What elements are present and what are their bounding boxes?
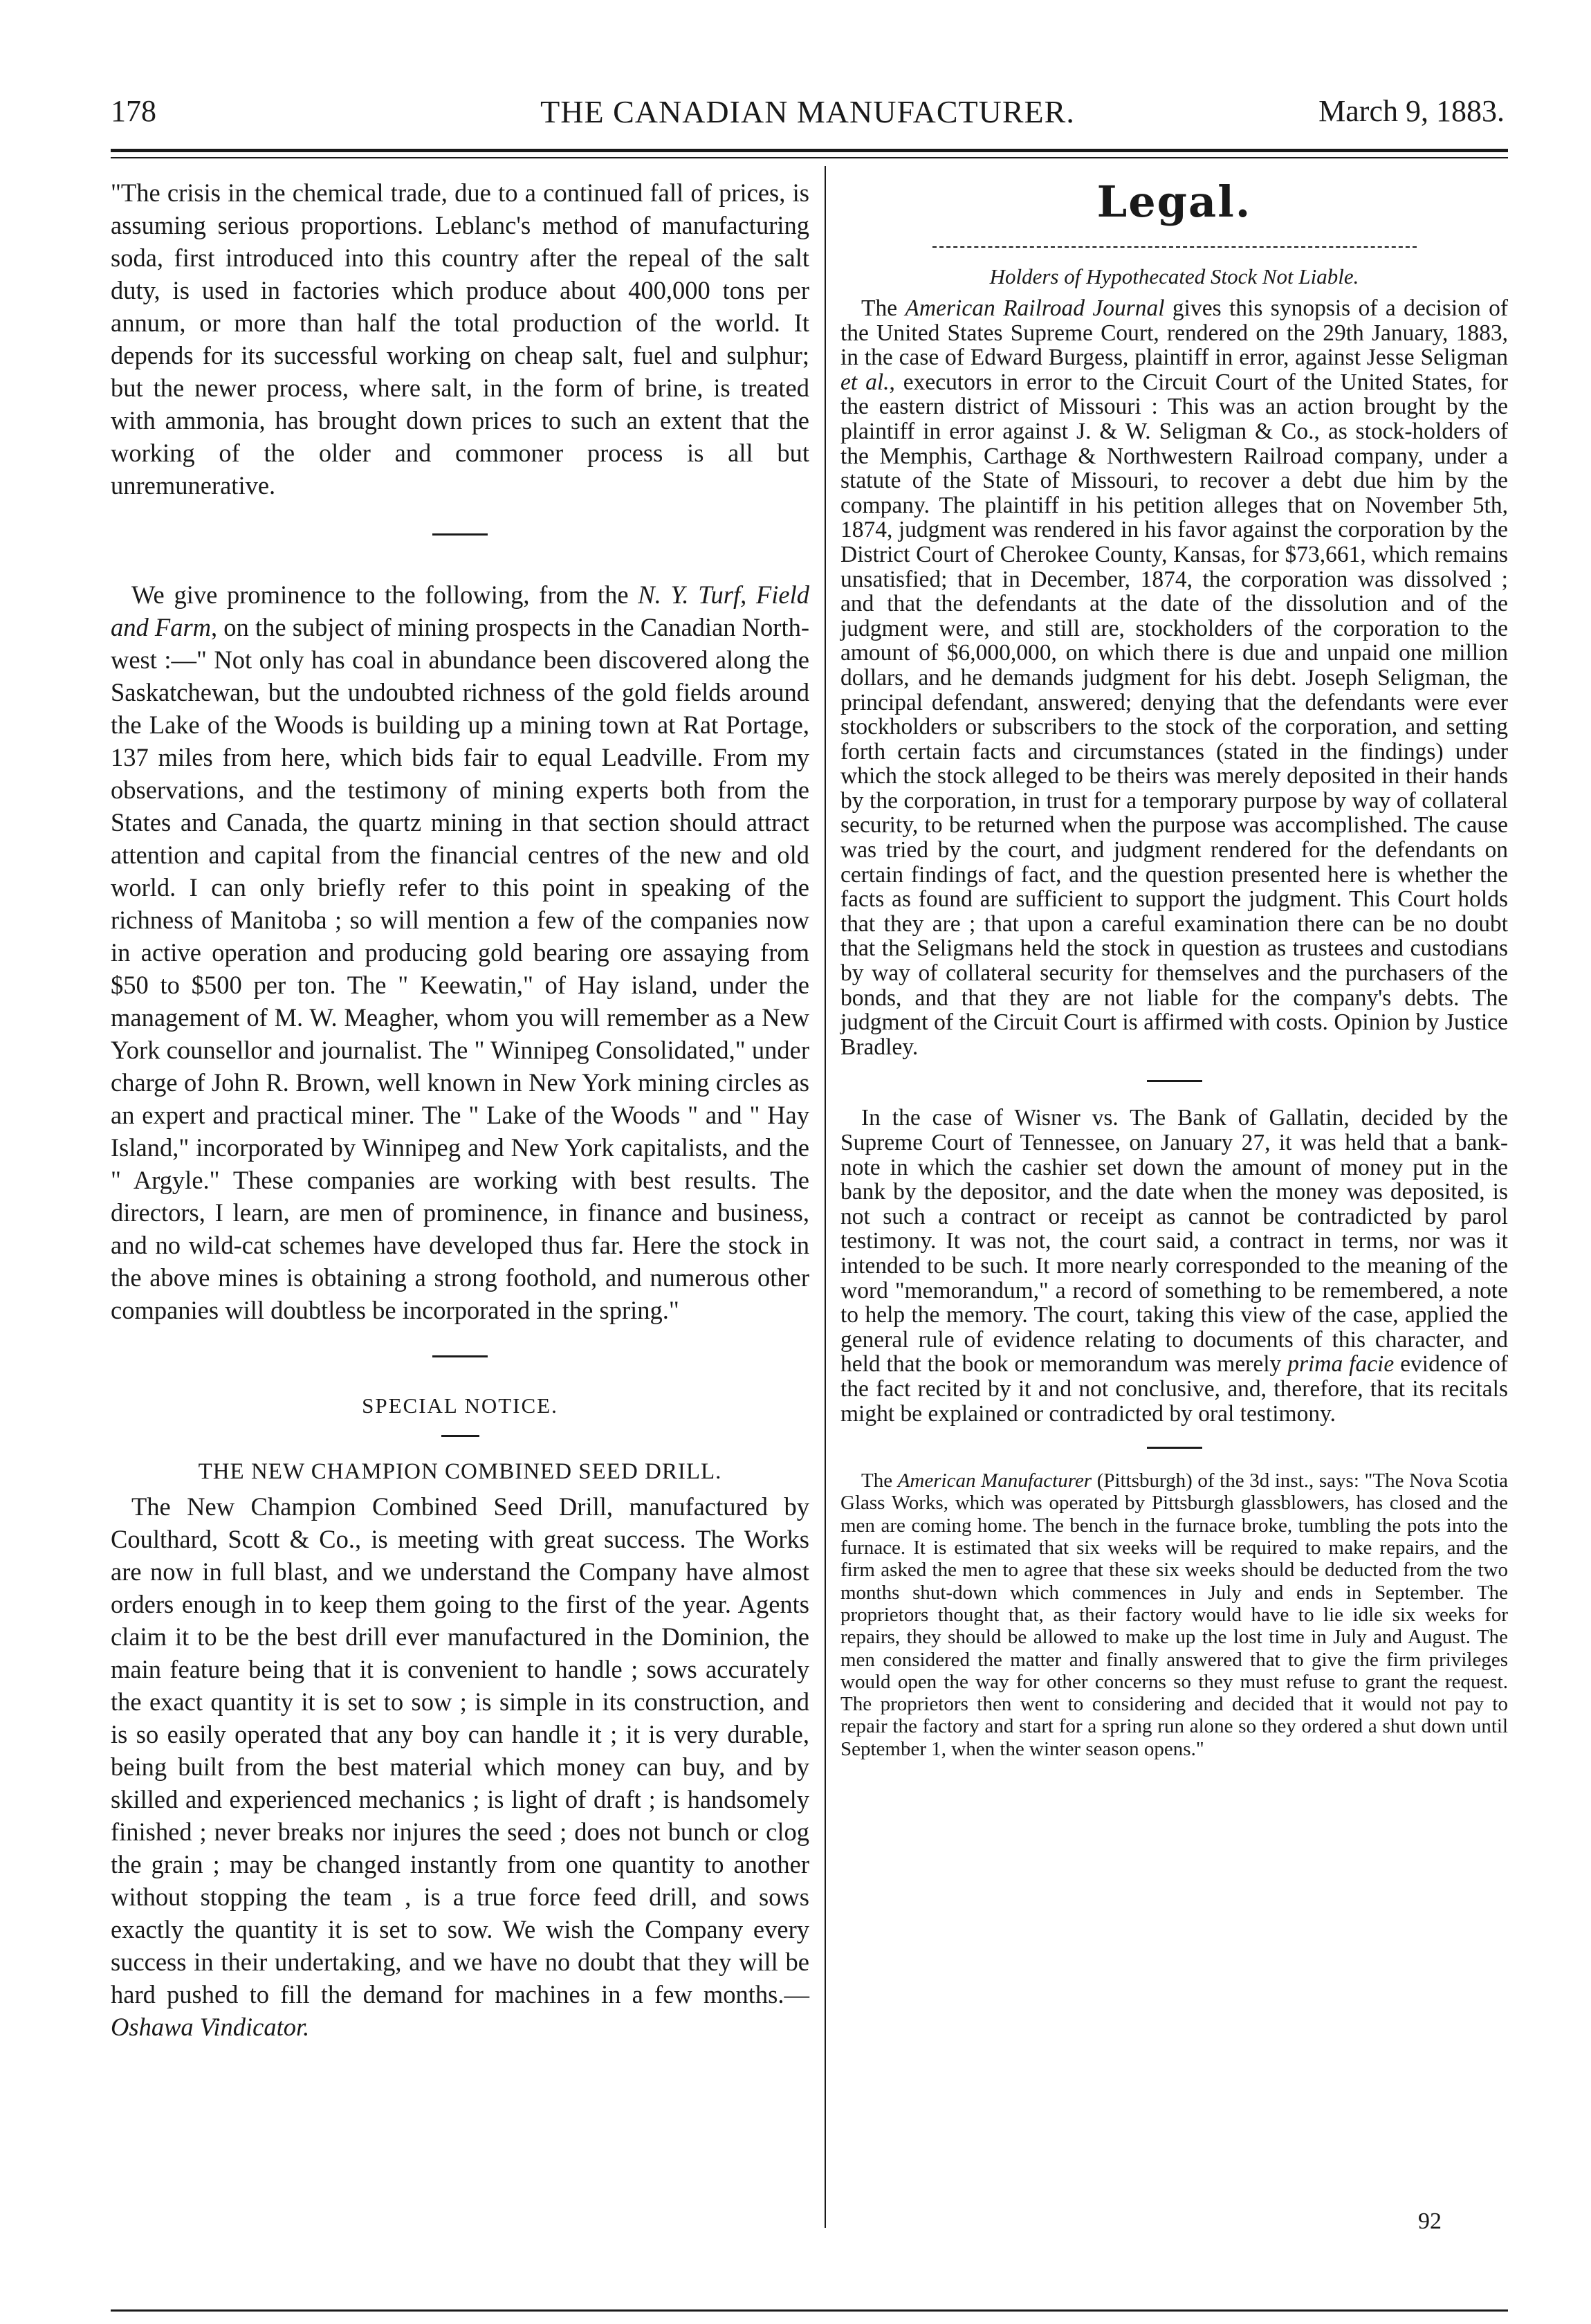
section-separator <box>1147 1080 1202 1082</box>
signature-mark: 92 <box>1418 2208 1442 2234</box>
title-rule <box>932 246 1417 248</box>
burgess-case-paragraph: The American Railroad Journal gives this synopsis of a decision of the United States Supreme Court, rendered on the 29th January, 1883, in the case of Edward Burgess, plaintiff in error, against Jesse Seligman et al., executors in error to the Circuit Court of the United States, for the eastern district of Missouri : This was an action brought by the plaintiff in error against J. & W. Seligman & Co., as stock-holders of the Memphis, Carthage & Northwestern Railroad company, under a statute of the State of Missouri, to recover a debt due him by the company. The plaintiff in his petition alleges that on November 5th, 1874, judgment was rendered in his favor against the corporation by the District Court of Cherokee County, Kansas, for $73,661, which remains unsatisfied; that in December, 1874, the corporation was dissolved ; and that the defendants at the date of the dissolution and of the judgment were, and still are, stockholders of the corporation to the amount of $6,000,000, on which there is due and unpaid one million dollars, and he demands judgment for his debt. Joseph Seligman, the principal defendant, answered; denying that the defendants were ever stockholders or subscribers to the stock of the corporation, and setting forth certain facts and circumstances (stated in the findings) under which the stock alleged to be theirs was merely deposited in their hands by the corporation, in trust for a temporary purpose by way of collateral security, to be returned when the purpose was accomplished. The cause was tried by the court, and judgment rendered for the defendants on certain findings of fact, and the question presented here is whether the facts as found are sufficient to support the judgment. This Court holds that they are ; that upon a careful examination there can be no doubt that the Seligmans held the stock in question as trustees and custodians by way of collateral security for themselves and the purchasers of the bonds, and that they are not liable for the company's debts. The judgment of the Circuit Court is affirmed with costs. Opinion by Justice Bradley. <box>840 295 1509 1060</box>
left-column <box>111 176 809 2043</box>
column-divider <box>825 166 826 2228</box>
seed-drill-heading: THE NEW CHAMPION COMBINED SEED DRILL. <box>198 1459 722 1484</box>
mining-prospects-paragraph: We give prominence to the following, from the N. Y. Turf, Field and Farm, on the subject of mining prospects in the Canadian North-west :—" Not only has coal in abundance been discovered along the Saskatchewan, but the undoubted richness of the gold fields around the Lake of the Woods is building up a mining town at Rat Portage, 137 miles from here, which bids fair to equal Leadville. From my observations, and the testimony of mining experts both from the States and Canada, the quartz mining in that section should attract attention and capital from the financial centres of the new and old world. I can only briefly refer to this point in speaking of the richness of Manitoba ; so will mention a few of the companies now in active operation and producing gold bearing ore assaying from $50 to $500 per ton. The " Keewatin," of Hay island, under the management of M. W. Meagher, whom you will remember as a New York counsellor and journalist. The " Winnipeg Consolidated," under charge of John R. Brown, well known in New York mining circles as an expert and practical miner. The " Lake of the Woods " and " Hay Island," incorporated by Winnipeg and New York capitalists, and the " Argyle." These companies are working with best results. The directors, I learn, are men of prominence, in finance and business, and no wild-cat schemes have developed thus far. Here the stock in the above mines is obtaining a strong foothold, and numerous other companies will doubtless be incorporated in the spring." <box>111 580 810 1324</box>
journal-title: THE CANADIAN MANUFACTURER. <box>540 94 1075 129</box>
holders-heading: Holders of Hypothecated Stock Not Liable. <box>989 264 1359 289</box>
section-separator <box>432 1355 488 1357</box>
section-separator <box>1147 1447 1202 1449</box>
header-rule-thick <box>111 149 1508 152</box>
section-separator <box>432 533 488 536</box>
page-number: 178 <box>111 94 156 128</box>
right-column <box>840 176 1508 1760</box>
chemical-trade-paragraph: "The crisis in the chemical trade, due to a continued fall of prices, is assuming serious proportions. Leblanc's method of manufacturing soda, first introduced into this country after the repeal of the salt duty, is used in factories which produce about 400,000 tons per annum, or more than half the total production of the world. It depends for its successful working on cheap salt, fuel and sulphur; but the newer process, where salt, in the form of brine, is treated with ammonia, has brought down prices to such an extent that the working of the older and commoner process is all but unremunerative. <box>111 179 809 500</box>
header-rule-thin <box>111 157 1508 158</box>
legal-section-title: Legal. <box>1096 176 1252 227</box>
wisner-case-paragraph: In the case of Wisner vs. The Bank of Gallatin, decided by the Supreme Court of Tennessee, on January 27, it was held that a bank-note in which the cashier set down the amount of money put in the bank by the depositor, and the date when the money was deposited, is not such a contract or receipt as cannot be contradicted by parol testimony. It was not, the court said, a contract in terms, nor was it intended to be such. It more nearly corresponded to the meaning of the word "memorandum," a record of something to be remembered, a note to help the memory. The court, taking this view of the case, applied the general rule of evidence relating to documents of this character, and held that the book or memorandum was merely prima facie evidence of the fact recited by it and not conclusive, and, therefore, that its recitals might be explained or contradicted by oral testimony. <box>840 1105 1509 1427</box>
credit-source: Oshawa Vindicator. <box>111 2013 310 2041</box>
journal-name: American Manufacturer <box>897 1470 1092 1492</box>
journal-name: American Railroad Journal <box>905 295 1165 321</box>
seed-drill-paragraph: The New Champion Combined Seed Drill, manufactured by Coulthard, Scott & Co., is meeting with great success. The Works are now in full blast, and we understand the Company have almost orders enough in to keep them going to the first of the year. Agents claim it to be the best drill ever manufactured in the Dominion, the main feature being that it is convenient to handle ; sows accurately the exact quantity it is set to sow ; is simple in its construction, and is so easily operated that any boy can handle it ; it is very durable, being built from the best material which money can buy, and by skilled and experienced mechanics ; is light of draft ; is handsomely finished ; never breaks nor injures the seed ; does not bunch or clog the grain ; may be changed instantly from one quantity to another without stopping the team , is a true force feed drill, and sows exactly the quantity it is set to sow. We wish the Company every success in their undertaking, and we have no doubt that they will be hard pushed to fill the demand for machines in a few months.—Oshawa Vindicator. <box>111 1492 809 2041</box>
issue-date: March 9, 1883. <box>1318 94 1505 128</box>
bottom-rule <box>111 2309 1508 2312</box>
page-header <box>111 93 1505 142</box>
glass-works-paragraph: The American Manufacturer (Pittsburgh) of the 3d inst., says: "The Nova Scotia Glass Works, which was operated by Pittsburgh glassblowers, has closed and the men are coming home. The bench in the furnace broke, tumbling the pots into the furnace. It is estimated that six weeks will be required to make repairs, and the firm asked the men to agree that these six weeks should be deducted from the two months shut-down which commences in July and ends in September. The proprietors thought that, as their factory would have to lie idle six weeks for repairs, they should be allowed to make up the lost time in July and August. The men considered the matter and finally answered that to give the firm privileges would open the way for other concerns so they must refuse to grant the request. The proprietors then went to considering and decided that it would not pay to repair the factory and start for a spring run alone so they ordered a shut down until September 1, when the winter season opens." <box>840 1470 1508 1760</box>
source-title: N. Y. Turf, Field and Farm <box>111 580 810 641</box>
section-separator <box>441 1435 479 1437</box>
special-notice-heading: SPECIAL NOTICE. <box>362 1393 558 1418</box>
